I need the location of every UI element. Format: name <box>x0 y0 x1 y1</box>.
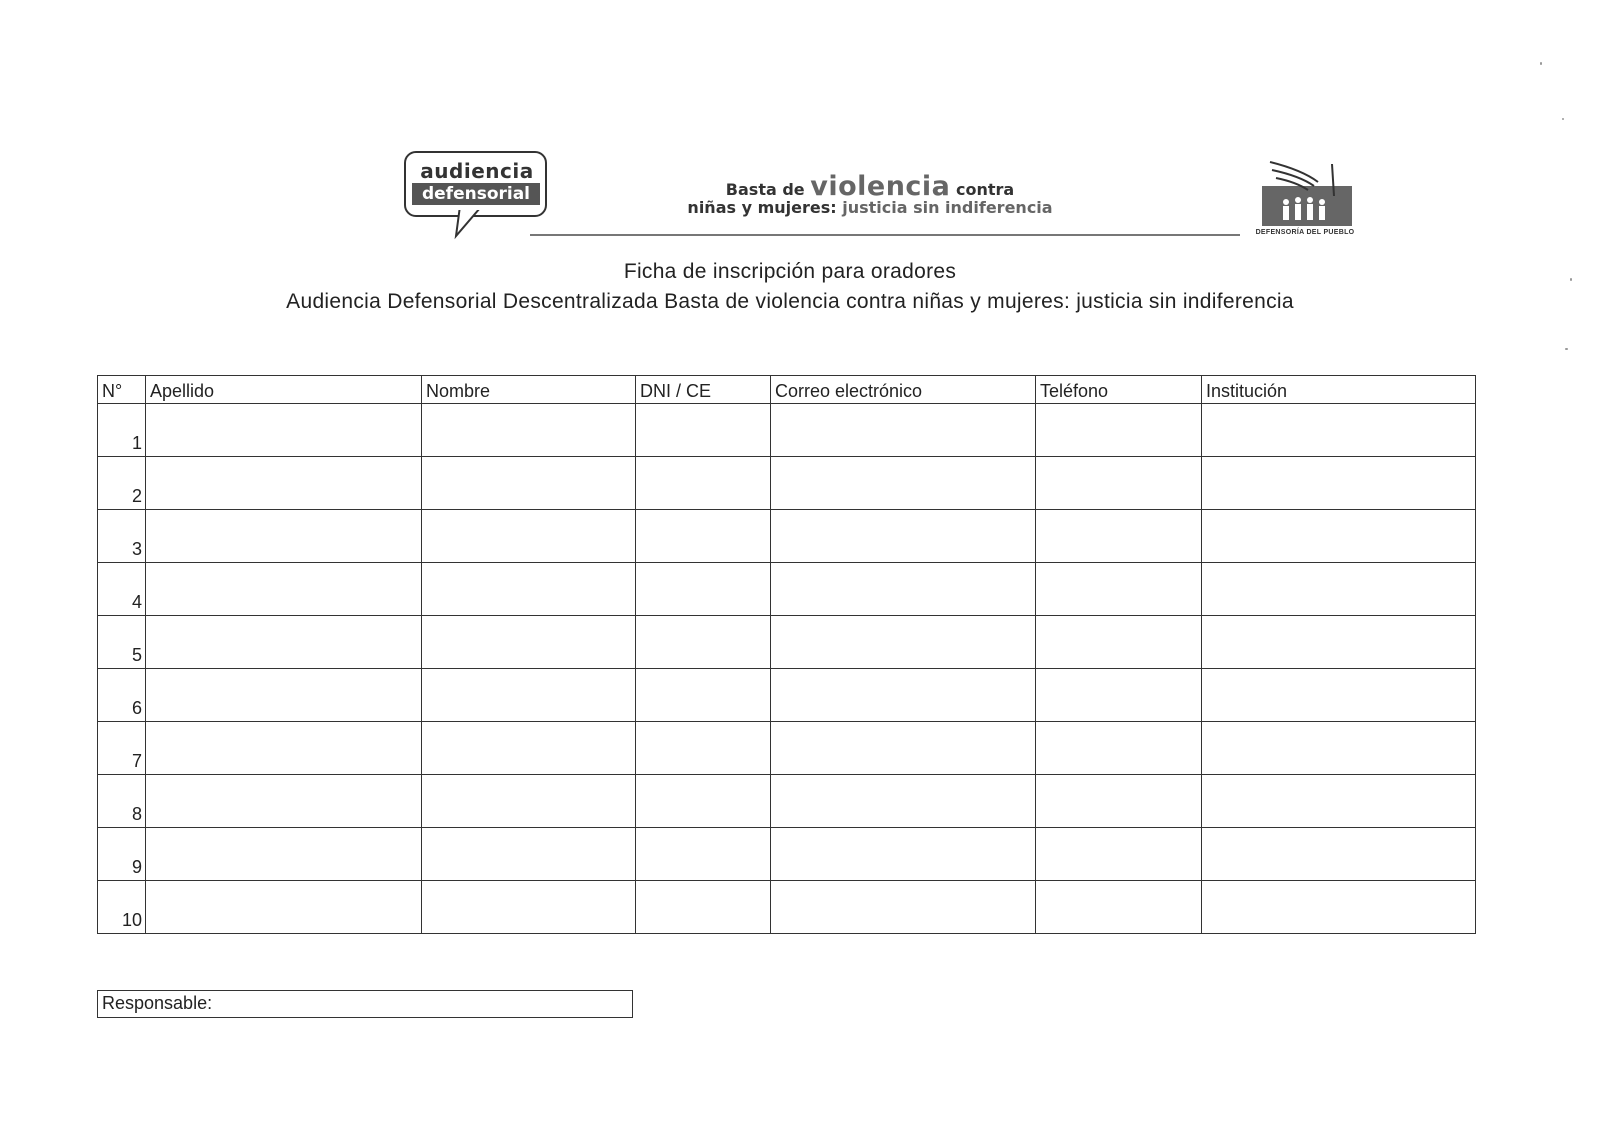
cell-apellido[interactable] <box>146 510 422 563</box>
col-header-apellido: Apellido <box>146 376 422 404</box>
slogan-suffix: contra <box>955 180 1015 199</box>
form-title: Ficha de inscripción para oradores <box>623 260 957 283</box>
responsable-field[interactable] <box>97 990 633 1018</box>
table-row <box>98 563 1476 616</box>
col-header-dni: DNI / CE <box>636 376 771 404</box>
speaker-registration-table <box>97 375 1476 934</box>
table-row <box>98 510 1476 563</box>
logo-line-defensorial: defensorial <box>412 183 540 205</box>
table-row <box>98 669 1476 722</box>
col-header-nombre: Nombre <box>422 376 636 404</box>
table-row <box>98 457 1476 510</box>
cell-nombre[interactable] <box>422 510 636 563</box>
cell-institucion[interactable] <box>1202 563 1476 616</box>
cell-nombre[interactable] <box>422 828 636 881</box>
cell-telefono[interactable] <box>1036 669 1202 722</box>
cell-institucion[interactable] <box>1202 881 1476 934</box>
cell-institucion[interactable] <box>1202 616 1476 669</box>
cell-nombre[interactable] <box>422 775 636 828</box>
scan-speck <box>1565 348 1568 350</box>
cell-dni[interactable] <box>636 828 771 881</box>
row-number: 9 <box>98 828 146 881</box>
table-row <box>98 828 1476 881</box>
cell-nombre[interactable] <box>422 722 636 775</box>
row-number: 8 <box>98 775 146 828</box>
cell-nombre[interactable] <box>422 881 636 934</box>
col-header-correo: Correo electrónico <box>771 376 1036 404</box>
table-row <box>98 722 1476 775</box>
cell-telefono[interactable] <box>1036 616 1202 669</box>
cell-telefono[interactable] <box>1036 828 1202 881</box>
slogan-line-2 <box>580 198 1160 217</box>
col-header-institucion: Institución <box>1202 376 1476 404</box>
cell-correo[interactable] <box>771 722 1036 775</box>
cell-apellido[interactable] <box>146 563 422 616</box>
cell-telefono[interactable] <box>1036 722 1202 775</box>
cell-telefono[interactable] <box>1036 457 1202 510</box>
cell-nombre[interactable] <box>422 616 636 669</box>
cell-institucion[interactable] <box>1202 828 1476 881</box>
cell-dni[interactable] <box>636 881 771 934</box>
cell-dni[interactable] <box>636 775 771 828</box>
cell-dni[interactable] <box>636 563 771 616</box>
cell-correo[interactable] <box>771 563 1036 616</box>
cell-institucion[interactable] <box>1202 669 1476 722</box>
scan-speck <box>1540 62 1542 65</box>
row-number: 2 <box>98 457 146 510</box>
defensoria-caption: DEFENSORÍA DEL PUEBLO <box>1255 229 1355 236</box>
row-number: 4 <box>98 563 146 616</box>
cell-apellido[interactable] <box>146 616 422 669</box>
cell-dni[interactable] <box>636 457 771 510</box>
defensoria-logo-icon <box>1262 160 1352 228</box>
cell-apellido[interactable] <box>146 669 422 722</box>
row-number: 3 <box>98 510 146 563</box>
cell-institucion[interactable] <box>1202 457 1476 510</box>
cell-correo[interactable] <box>771 510 1036 563</box>
cell-dni[interactable] <box>636 669 771 722</box>
row-number: 7 <box>98 722 146 775</box>
row-number: 5 <box>98 616 146 669</box>
col-header-telefono: Teléfono <box>1036 376 1202 404</box>
cell-correo[interactable] <box>771 404 1036 457</box>
row-number: 6 <box>98 669 146 722</box>
cell-telefono[interactable] <box>1036 881 1202 934</box>
cell-correo[interactable] <box>771 828 1036 881</box>
responsable-label: Responsable: <box>102 993 213 1013</box>
slogan-prefix: Basta de <box>725 180 805 199</box>
scan-speck <box>1570 278 1572 281</box>
cell-apellido[interactable] <box>146 457 422 510</box>
cell-dni[interactable] <box>636 722 771 775</box>
table-row <box>98 881 1476 934</box>
cell-telefono[interactable] <box>1036 404 1202 457</box>
cell-correo[interactable] <box>771 881 1036 934</box>
scan-speck <box>1562 118 1564 120</box>
slogan-line2-light: justicia sin indiferencia <box>842 198 1053 217</box>
cell-nombre[interactable] <box>422 669 636 722</box>
logo-line-audiencia: audiencia <box>420 159 534 183</box>
cell-nombre[interactable] <box>422 457 636 510</box>
cell-telefono[interactable] <box>1036 775 1202 828</box>
cell-dni[interactable] <box>636 616 771 669</box>
cell-dni[interactable] <box>636 510 771 563</box>
slogan-emphasis: violencia <box>810 171 951 202</box>
cell-dni[interactable] <box>636 404 771 457</box>
table-header-row <box>98 376 1476 404</box>
form-subtitle: Audiencia Defensorial Descentralizada Basta de violencia contra niñas y mujeres: justicia sin indiferencia <box>286 290 1294 313</box>
cell-correo[interactable] <box>771 775 1036 828</box>
header-divider <box>530 234 1240 236</box>
cell-institucion[interactable] <box>1202 510 1476 563</box>
cell-correo[interactable] <box>771 457 1036 510</box>
cell-telefono[interactable] <box>1036 510 1202 563</box>
cell-telefono[interactable] <box>1036 563 1202 616</box>
cell-apellido[interactable] <box>146 404 422 457</box>
cell-apellido[interactable] <box>146 775 422 828</box>
cell-correo[interactable] <box>771 669 1036 722</box>
cell-institucion[interactable] <box>1202 722 1476 775</box>
slogan-line2-bold: niñas y mujeres: <box>687 198 837 217</box>
row-number: 10 <box>98 881 146 934</box>
cell-nombre[interactable] <box>422 404 636 457</box>
row-number: 1 <box>98 404 146 457</box>
table-row <box>98 616 1476 669</box>
col-header-number: N° <box>98 376 146 404</box>
cell-institucion[interactable] <box>1202 404 1476 457</box>
speech-bubble-tail-icon <box>450 206 490 242</box>
table-row <box>98 404 1476 457</box>
cell-apellido[interactable] <box>146 828 422 881</box>
cell-apellido[interactable] <box>146 722 422 775</box>
cell-correo[interactable] <box>771 616 1036 669</box>
cell-apellido[interactable] <box>146 881 422 934</box>
cell-nombre[interactable] <box>422 563 636 616</box>
cell-institucion[interactable] <box>1202 775 1476 828</box>
table-row <box>98 775 1476 828</box>
